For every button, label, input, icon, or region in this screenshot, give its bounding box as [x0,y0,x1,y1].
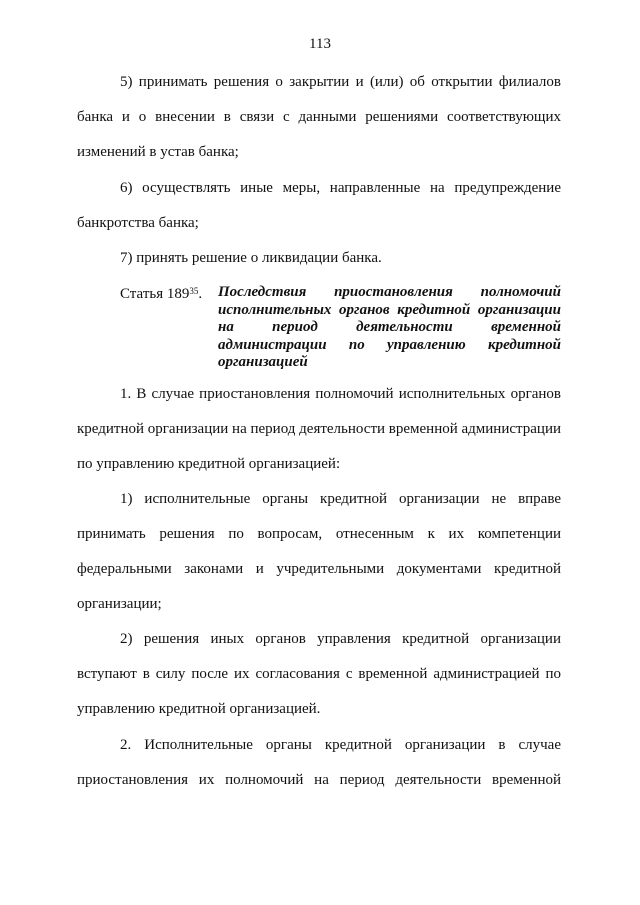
article-label-sup: 35 [189,286,199,296]
para-2-line-2: принимать решения по вопросам, отнесенным к их компетенции [77,526,561,542]
para-2-line-1: 1) исполнительные органы кредитной организации не вправе [120,491,561,507]
article-label-text: Статья 189 [120,286,190,302]
item-5-line-2: банка и о внесении в связи с данными решениями соответствующих [77,109,561,125]
article-title [218,284,561,372]
item-6-line-1: 6) осуществлять иные меры, направленные на предупреждение [120,180,561,196]
para-2-line-3: федеральными законами и учредительными документами кредитной [77,561,561,577]
page-number: 113 [309,36,331,52]
article-title-line-3: на период деятельности временной [218,319,561,335]
para-3-line-3: управлению кредитной организацией. [77,701,321,717]
para-1-line-3: по управлению кредитной организацией: [77,456,341,472]
article-label-suffix: . [198,286,203,302]
para-3-line-1: 2) решения иных органов управления кредитной организации [120,631,561,647]
article-title-line-5: организацией [218,354,308,370]
item-5-line-1: 5) принимать решения о закрытии и (или) об открытии филиалов [120,74,561,90]
para-4-line-2: приостановления их полномочий на период деятельности временной [77,772,561,788]
article-title-line-4: администрации по управлению кредитной [218,336,561,353]
para-1-line-1: 1. В случае приостановления полномочий исполнительных органов [120,386,561,402]
para-1-line-2: кредитной организации на период деятельности временной администрации [77,421,561,437]
article-label [120,285,202,303]
article-title-line-1: Последствия приостановления полномочий [218,284,561,300]
article-title-line-2: исполнительных органов кредитной организации [218,301,561,318]
para-4-line-1: 2. Исполнительные органы кредитной организации в случае [120,737,561,753]
item-6-line-2: банкротства банка; [77,215,199,231]
item-7-line-1: 7) принять решение о ликвидации банка. [120,250,382,266]
para-2-line-4: организации; [77,596,162,612]
para-3-line-2: вступают в силу после их согласования с временной администрацией по [77,666,561,682]
item-5-line-3: изменений в устав банка; [77,144,239,160]
